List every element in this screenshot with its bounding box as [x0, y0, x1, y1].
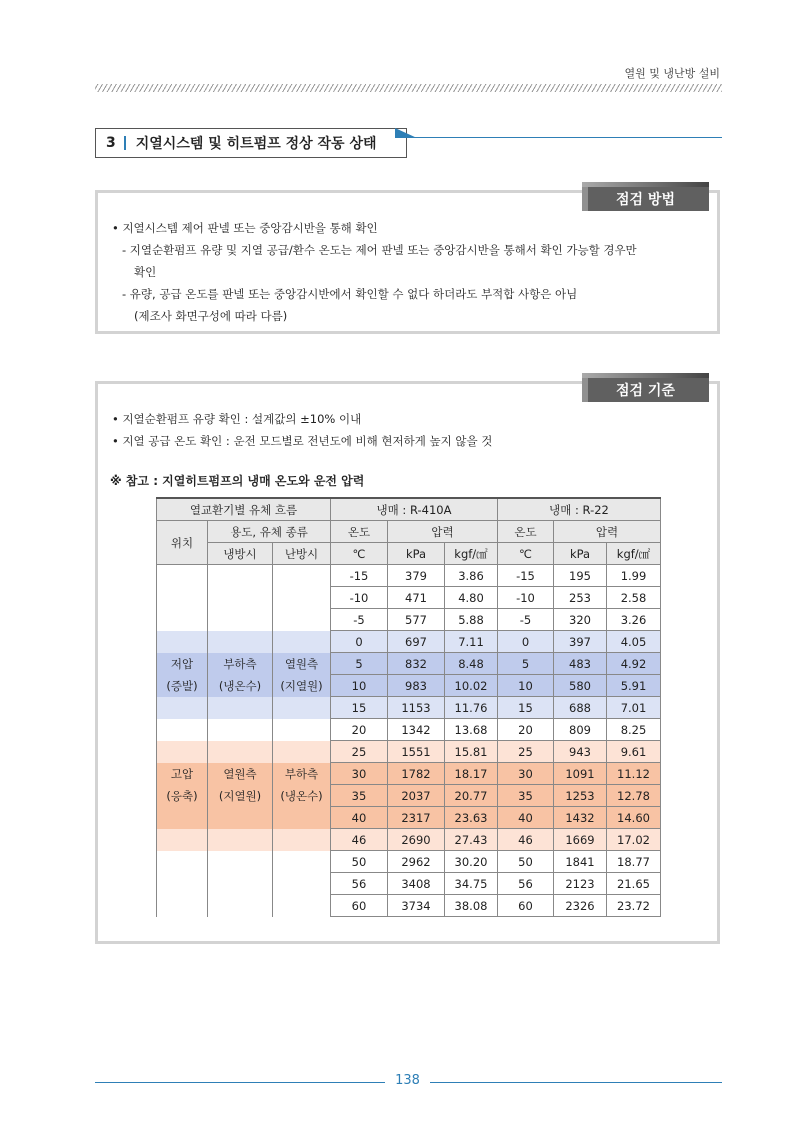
- header-pressure: 압력: [554, 521, 661, 543]
- value-cell: 580: [554, 675, 607, 697]
- heating-cell: [273, 697, 331, 719]
- table-row: [157, 785, 661, 807]
- header-temp: 온도: [331, 521, 388, 543]
- value-cell: 60: [331, 895, 388, 917]
- value-cell: 7.01: [607, 697, 661, 719]
- value-cell: 14.60: [607, 807, 661, 829]
- value-cell: 195: [554, 565, 607, 587]
- value-cell: 1342: [388, 719, 445, 741]
- header-use: 용도, 유체 종류: [208, 521, 331, 543]
- value-cell: 40: [331, 807, 388, 829]
- heating-cell: [273, 631, 331, 653]
- value-cell: 18.77: [607, 851, 661, 873]
- cooling-cell: [208, 719, 273, 741]
- position-cell: [157, 741, 208, 763]
- value-cell: 30.20: [445, 851, 498, 873]
- value-cell: 3.86: [445, 565, 498, 587]
- heating-cell: [273, 741, 331, 763]
- table-row: [157, 741, 661, 763]
- value-cell: 2962: [388, 851, 445, 873]
- reference-title: ※ 참고 : 지열히트펌프의 냉매 온도와 운전 압력: [110, 474, 365, 488]
- header-unit-kpa: kPa: [388, 543, 445, 565]
- value-cell: 56: [331, 873, 388, 895]
- value-cell: -10: [331, 587, 388, 609]
- table-row: [157, 675, 661, 697]
- value-cell: 943: [554, 741, 607, 763]
- table-row: [157, 565, 661, 587]
- value-cell: 809: [554, 719, 607, 741]
- value-cell: 46: [331, 829, 388, 851]
- value-cell: 379: [388, 565, 445, 587]
- position-cell: [157, 873, 208, 895]
- heating-cell: [273, 895, 331, 917]
- header-unit-kpa: kPa: [554, 543, 607, 565]
- position-cell: [157, 719, 208, 741]
- value-cell: -5: [331, 609, 388, 631]
- value-cell: 10.02: [445, 675, 498, 697]
- position-cell: [157, 609, 208, 631]
- table-row: [157, 587, 661, 609]
- value-cell: 1253: [554, 785, 607, 807]
- method-line: (제조사 화면구성에 따라 다름): [134, 309, 288, 323]
- table-row: [157, 851, 661, 873]
- value-cell: 2326: [554, 895, 607, 917]
- value-cell: 38.08: [445, 895, 498, 917]
- table-row: [157, 631, 661, 653]
- value-cell: 35: [498, 785, 554, 807]
- value-cell: 10: [498, 675, 554, 697]
- criteria-line: • 지열순환펌프 유량 확인 : 설계값의 ±10% 이내: [112, 412, 362, 426]
- value-cell: 1091: [554, 763, 607, 785]
- cooling-cell: [208, 807, 273, 829]
- heating-cell: [273, 565, 331, 587]
- table-row: [157, 719, 661, 741]
- value-cell: 2.58: [607, 587, 661, 609]
- cooling-cell: [208, 565, 273, 587]
- cooling-cell: [208, 587, 273, 609]
- value-cell: 483: [554, 653, 607, 675]
- footer-rule-left: [95, 1082, 385, 1083]
- value-cell: 40: [498, 807, 554, 829]
- value-cell: 8.48: [445, 653, 498, 675]
- value-cell: -5: [498, 609, 554, 631]
- value-cell: 832: [388, 653, 445, 675]
- heating-cell: [273, 609, 331, 631]
- value-cell: 8.25: [607, 719, 661, 741]
- heating-cell: [273, 873, 331, 895]
- cooling-cell: [208, 697, 273, 719]
- value-cell: 13.68: [445, 719, 498, 741]
- value-cell: 4.80: [445, 587, 498, 609]
- method-line: - 유량, 공급 온도를 판넬 또는 중앙감시반에서 확인할 수 없다 하더라도 부적합 사항은 아님: [122, 287, 578, 301]
- value-cell: 1.99: [607, 565, 661, 587]
- header-temp: 온도: [498, 521, 554, 543]
- header-heating: 난방시: [273, 543, 331, 565]
- position-cell: [157, 807, 208, 829]
- position-cell: [157, 565, 208, 587]
- value-cell: 25: [498, 741, 554, 763]
- value-cell: 1153: [388, 697, 445, 719]
- value-cell: 577: [388, 609, 445, 631]
- value-cell: 2123: [554, 873, 607, 895]
- position-cell: 고압: [157, 763, 208, 785]
- value-cell: 0: [498, 631, 554, 653]
- criteria-tag: 점검 기준: [582, 378, 709, 402]
- cooling-cell: [208, 609, 273, 631]
- value-cell: 1669: [554, 829, 607, 851]
- method-line: 확인: [134, 265, 157, 279]
- value-cell: 983: [388, 675, 445, 697]
- value-cell: 34.75: [445, 873, 498, 895]
- header-unit-c: ℃: [498, 543, 554, 565]
- value-cell: 21.65: [607, 873, 661, 895]
- value-cell: 688: [554, 697, 607, 719]
- value-cell: 5: [498, 653, 554, 675]
- header-cooling: 냉방시: [208, 543, 273, 565]
- value-cell: 1432: [554, 807, 607, 829]
- table-row: [157, 763, 661, 785]
- value-cell: -15: [331, 565, 388, 587]
- section-title: 지열시스템 및 히트펌프 정상 작동 상태: [135, 136, 377, 152]
- value-cell: 25: [331, 741, 388, 763]
- method-panel: [95, 190, 720, 334]
- value-cell: 35: [331, 785, 388, 807]
- header-flow: 열교환기별 유체 흐름: [157, 498, 331, 521]
- value-cell: 11.12: [607, 763, 661, 785]
- value-cell: 18.17: [445, 763, 498, 785]
- cooling-cell: [208, 895, 273, 917]
- value-cell: 2317: [388, 807, 445, 829]
- table-row: [157, 653, 661, 675]
- value-cell: 4.92: [607, 653, 661, 675]
- value-cell: 1782: [388, 763, 445, 785]
- value-cell: 60: [498, 895, 554, 917]
- value-cell: 23.72: [607, 895, 661, 917]
- value-cell: 3408: [388, 873, 445, 895]
- method-tag: 점검 방법: [582, 187, 709, 211]
- value-cell: 5: [331, 653, 388, 675]
- heating-cell: 열원측: [273, 653, 331, 675]
- value-cell: 320: [554, 609, 607, 631]
- header-unit-kgf: kgf/㎠: [607, 543, 661, 565]
- value-cell: 20: [498, 719, 554, 741]
- hatch-divider: [95, 84, 722, 92]
- running-head: 열원 및 냉난방 설비: [624, 67, 720, 80]
- value-cell: 30: [498, 763, 554, 785]
- cooling-cell: [208, 741, 273, 763]
- criteria-text: [112, 408, 492, 452]
- value-cell: 697: [388, 631, 445, 653]
- position-cell: [157, 895, 208, 917]
- cooling-cell: 부하측: [208, 653, 273, 675]
- position-cell: [157, 631, 208, 653]
- header-pressure: 압력: [388, 521, 498, 543]
- section-header: [95, 128, 722, 158]
- cooling-cell: [208, 631, 273, 653]
- value-cell: 2690: [388, 829, 445, 851]
- header-r22: 냉매 : R-22: [498, 498, 661, 521]
- section-rule: [407, 137, 722, 138]
- refrigerant-table: [156, 497, 661, 917]
- value-cell: 7.11: [445, 631, 498, 653]
- heating-cell: [273, 851, 331, 873]
- value-cell: -15: [498, 565, 554, 587]
- heating-cell: [273, 587, 331, 609]
- value-cell: 397: [554, 631, 607, 653]
- value-cell: 10: [331, 675, 388, 697]
- header-position: 위치: [157, 521, 208, 565]
- header-unit-c: ℃: [331, 543, 388, 565]
- value-cell: 11.76: [445, 697, 498, 719]
- header-unit-kgf: kgf/㎠: [445, 543, 498, 565]
- value-cell: 4.05: [607, 631, 661, 653]
- cooling-cell: (지열원): [208, 785, 273, 807]
- value-cell: 50: [331, 851, 388, 873]
- method-text: [112, 217, 637, 327]
- heating-cell: (냉온수): [273, 785, 331, 807]
- value-cell: 12.78: [607, 785, 661, 807]
- section-number: 3: [106, 135, 116, 151]
- heating-cell: [273, 829, 331, 851]
- heating-cell: 부하측: [273, 763, 331, 785]
- value-cell: 27.43: [445, 829, 498, 851]
- value-cell: 30: [331, 763, 388, 785]
- cooling-cell: 열원측: [208, 763, 273, 785]
- position-cell: [157, 587, 208, 609]
- cooling-cell: [208, 873, 273, 895]
- position-cell: (응축): [157, 785, 208, 807]
- position-cell: (증발): [157, 675, 208, 697]
- value-cell: 20.77: [445, 785, 498, 807]
- value-cell: 5.91: [607, 675, 661, 697]
- value-cell: 2037: [388, 785, 445, 807]
- header-r410a: 냉매 : R-410A: [331, 498, 498, 521]
- table-body: [157, 565, 661, 917]
- cooling-cell: [208, 829, 273, 851]
- value-cell: 1551: [388, 741, 445, 763]
- value-cell: 15.81: [445, 741, 498, 763]
- cooling-cell: (냉온수): [208, 675, 273, 697]
- method-line: - 지열순환펌프 유량 및 지열 공급/환수 온도는 제어 판넬 또는 중앙감시반을 통해서 확인 가능할 경우만: [122, 243, 637, 257]
- value-cell: 5.88: [445, 609, 498, 631]
- position-cell: [157, 851, 208, 873]
- criteria-panel: [95, 381, 720, 944]
- position-cell: [157, 697, 208, 719]
- position-cell: [157, 829, 208, 851]
- value-cell: -10: [498, 587, 554, 609]
- value-cell: 1841: [554, 851, 607, 873]
- value-cell: 253: [554, 587, 607, 609]
- value-cell: 56: [498, 873, 554, 895]
- heating-cell: (지열원): [273, 675, 331, 697]
- table-row: [157, 895, 661, 917]
- section-divider: [124, 136, 126, 150]
- criteria-line: • 지열 공급 온도 확인 : 운전 모드별로 전년도에 비해 현저하게 높지 않을 것: [112, 434, 493, 448]
- value-cell: 15: [331, 697, 388, 719]
- value-cell: 3734: [388, 895, 445, 917]
- cooling-cell: [208, 851, 273, 873]
- table-row: [157, 807, 661, 829]
- table-row: [157, 609, 661, 631]
- value-cell: 23.63: [445, 807, 498, 829]
- value-cell: 50: [498, 851, 554, 873]
- value-cell: 20: [331, 719, 388, 741]
- value-cell: 0: [331, 631, 388, 653]
- footer-rule-right: [430, 1082, 722, 1083]
- table-row: [157, 829, 661, 851]
- table-row: [157, 873, 661, 895]
- value-cell: 9.61: [607, 741, 661, 763]
- value-cell: 3.26: [607, 609, 661, 631]
- heating-cell: [273, 719, 331, 741]
- page-number: 138: [395, 1073, 420, 1088]
- value-cell: 15: [498, 697, 554, 719]
- method-line: • 지열시스템 제어 판넬 또는 중앙감시반을 통해 확인: [112, 221, 378, 235]
- table-row: [157, 697, 661, 719]
- heating-cell: [273, 807, 331, 829]
- value-cell: 46: [498, 829, 554, 851]
- section-title-box: [95, 128, 407, 158]
- position-cell: 저압: [157, 653, 208, 675]
- value-cell: 471: [388, 587, 445, 609]
- value-cell: 17.02: [607, 829, 661, 851]
